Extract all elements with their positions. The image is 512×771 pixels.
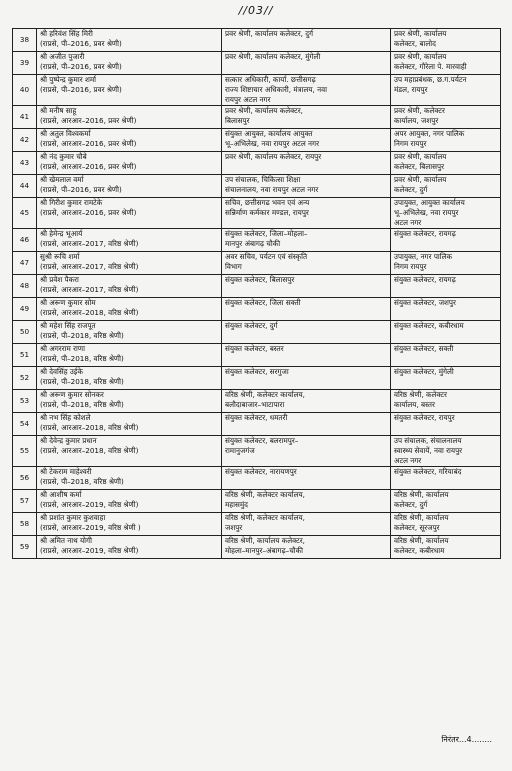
new-posting-cell <box>391 367 501 390</box>
current-posting-cell <box>222 344 391 367</box>
serial-number: 48 <box>13 275 37 298</box>
serial-number: 43 <box>13 152 37 175</box>
officer-name-line: श्री गिरीश कुमार रामटेके <box>40 198 103 207</box>
officer-name-cell <box>37 490 222 513</box>
new-posting-cell <box>391 321 501 344</box>
officer-name-line: श्री अरूण कुमार सोनकर <box>40 390 104 399</box>
officer-name-line: (राप्रसे, आरआर–2016, प्रवर श्रेणी) <box>40 162 137 171</box>
serial-number: 57 <box>13 490 37 513</box>
serial-number: 56 <box>13 467 37 490</box>
table-row <box>13 321 501 344</box>
table-row <box>13 106 501 129</box>
current-posting-line: संयुक्त आयुक्त, कार्यालय आयुक्त <box>225 129 313 138</box>
table-row <box>13 52 501 75</box>
new-posting-cell <box>391 298 501 321</box>
officer-name-cell <box>37 344 222 367</box>
current-posting-cell <box>222 321 391 344</box>
officer-name-cell <box>37 152 222 175</box>
new-posting-cell <box>391 229 501 252</box>
new-posting-cell <box>391 490 501 513</box>
current-posting-line: वरिष्ठ श्रेणी, कलेक्टर कार्यालय, <box>225 390 305 399</box>
new-posting-line: प्रवर श्रेणी, कार्यालय <box>394 152 447 161</box>
current-posting-line: संयुक्त कलेक्टर, सरगुजा <box>225 367 289 376</box>
officer-name-cell <box>37 298 222 321</box>
new-posting-line: स्वास्थ्य सेवायें, नवा रायपुर <box>394 446 463 455</box>
serial-number: 42 <box>13 129 37 152</box>
current-posting-line: सन्निर्माण कर्मकार मण्डल, रायपुर <box>225 208 309 217</box>
current-posting-line: प्रवर श्रेणी, कार्यालय कलेक्टर, <box>225 106 303 115</box>
new-posting-line: कार्यालय, बस्तर <box>394 400 435 409</box>
officer-name-cell <box>37 252 222 275</box>
officer-name-cell <box>37 75 222 106</box>
officer-name-line: (राप्रसे, पी–2018, वरिष्ठ श्रेणी) <box>40 477 124 486</box>
new-posting-cell <box>391 344 501 367</box>
officer-name-line: श्री टेकराम माहेश्वरी <box>40 467 92 476</box>
new-posting-cell <box>391 129 501 152</box>
new-posting-line: उपायुक्त, नगर पालिक <box>394 252 453 261</box>
officer-name-cell <box>37 175 222 198</box>
new-posting-cell <box>391 75 501 106</box>
current-posting-line: प्रवर श्रेणी, कार्यालय कलेक्टर, दुर्ग <box>225 29 314 38</box>
new-posting-line: अपर आयुक्त, नगर पालिक <box>394 129 465 138</box>
new-posting-line: कलेक्टर, बालोद <box>394 39 436 48</box>
officer-name-line: श्री अजीत पुजारी <box>40 52 85 61</box>
new-posting-cell <box>391 275 501 298</box>
table-row <box>13 229 501 252</box>
officer-name-cell <box>37 367 222 390</box>
table-row <box>13 390 501 413</box>
new-posting-line: कलेक्टर, कबीरधाम <box>394 546 445 555</box>
current-posting-line: प्रवर श्रेणी, कार्यालय कलेक्टर, रायपुर <box>225 152 322 161</box>
current-posting-line: संयुक्त कलेक्टर, जिला–मोहला– <box>225 229 308 238</box>
new-posting-cell <box>391 152 501 175</box>
new-posting-line: मंडल, रायपुर <box>394 85 428 94</box>
new-posting-line: अटल नगर <box>394 456 422 465</box>
new-posting-cell <box>391 106 501 129</box>
officer-name-line: (राप्रसे, पी–2018, वरिष्ठ श्रेणी) <box>40 377 124 386</box>
new-posting-cell <box>391 252 501 275</box>
serial-number: 47 <box>13 252 37 275</box>
current-posting-line: बलौदाबाजार–भाटापारा <box>225 400 285 409</box>
new-posting-line: कलेक्टर, बिलासपुर <box>394 162 445 171</box>
serial-number: 44 <box>13 175 37 198</box>
serial-number: 52 <box>13 367 37 390</box>
officer-name-line: (राप्रसे, आरआर–2017, वरिष्ठ श्रेणी) <box>40 285 139 294</box>
new-posting-line: कलेक्टर, सूरजपुर <box>394 523 440 532</box>
current-posting-cell <box>222 106 391 129</box>
new-posting-line: भू–अभिलेख, नवा रायपुर <box>394 208 459 217</box>
officer-name-line: (राप्रसे, आरआर–2018, वरिष्ठ श्रेणी) <box>40 308 139 317</box>
table-row <box>13 298 501 321</box>
officer-name-cell <box>37 229 222 252</box>
officer-name-cell <box>37 198 222 229</box>
current-posting-cell <box>222 75 391 106</box>
officer-name-line: (राप्रसे, आरआर–2019, वरिष्ठ श्रेणी) <box>40 546 139 555</box>
new-posting-line: वरिष्ठ श्रेणी, कार्यालय <box>394 513 449 522</box>
officer-name-cell <box>37 29 222 52</box>
new-posting-line: कार्यालय, जशपुर <box>394 116 439 125</box>
officer-name-line: (राप्रसे, आरआर–2017, वरिष्ठ श्रेणी) <box>40 239 139 248</box>
current-posting-line: राज्य शिष्टाचार अधिकारी, मंत्रालय, नवा <box>225 85 327 94</box>
new-posting-line: वरिष्ठ श्रेणी, कार्यालय <box>394 536 449 545</box>
officer-name-cell <box>37 52 222 75</box>
serial-number: 45 <box>13 198 37 229</box>
officer-name-line: श्री अरूण कुमार सोम <box>40 298 96 307</box>
current-posting-line: विभाग <box>225 262 242 271</box>
officer-name-line: (राप्रसे, पी–2016, प्रवर श्रेणी) <box>40 85 122 94</box>
new-posting-cell <box>391 175 501 198</box>
officer-name-cell <box>37 513 222 536</box>
new-posting-cell <box>391 29 501 52</box>
current-posting-line: मोहला–मानपुर–अंबागढ़–चौकी <box>225 546 304 555</box>
serial-number: 41 <box>13 106 37 129</box>
new-posting-cell <box>391 436 501 467</box>
serial-number: 49 <box>13 298 37 321</box>
table-row <box>13 198 501 229</box>
officer-name-cell <box>37 536 222 559</box>
officer-name-line: (राप्रसे, पी–2018, वरिष्ठ श्रेणी) <box>40 331 124 340</box>
current-posting-cell <box>222 390 391 413</box>
officer-name-line: श्री मनीष साहू <box>40 106 77 115</box>
table-row <box>13 413 501 436</box>
new-posting-cell <box>391 513 501 536</box>
officer-name-line: श्री महेश सिंह राजपूत <box>40 321 96 330</box>
table-row <box>13 175 501 198</box>
current-posting-line: संयुक्त कलेक्टर, जिला सक्ती <box>225 298 301 307</box>
serial-number: 46 <box>13 229 37 252</box>
table-row <box>13 129 501 152</box>
new-posting-line: प्रवर श्रेणी, कलेक्टर <box>394 106 445 115</box>
officer-name-line: सुश्री रूचि शर्मा <box>40 252 80 261</box>
current-posting-line: अवर सचिव, पर्यटन एवं संस्कृति <box>225 252 308 261</box>
new-posting-line: संयुक्त कलेक्टर, रायपुर <box>394 413 455 422</box>
new-posting-line: उपायुक्त, आयुक्त कार्यालय <box>394 198 465 207</box>
serial-number: 54 <box>13 413 37 436</box>
current-posting-line: संयुक्त कलेक्टर, नारायणपुर <box>225 467 297 476</box>
officer-name-line: श्री नभ सिंह कोशले <box>40 413 91 422</box>
current-posting-line: सचिव, छत्तीसगढ भवन एवं अन्य <box>225 198 310 207</box>
new-posting-cell <box>391 198 501 229</box>
officer-name-line: श्री हरिवंश सिंह मिरी <box>40 29 93 38</box>
current-posting-line: बिलासपुर <box>225 116 250 125</box>
serial-number: 39 <box>13 52 37 75</box>
new-posting-cell <box>391 390 501 413</box>
officer-name-line: श्री देवसिंह उईके <box>40 367 83 376</box>
current-posting-cell <box>222 252 391 275</box>
current-posting-line: रामानुजगंज <box>225 446 255 455</box>
current-posting-cell <box>222 490 391 513</box>
continued-note: निरंतर...4........ <box>441 735 492 744</box>
new-posting-line: प्रवर श्रेणी, कार्यालय <box>394 52 447 61</box>
current-posting-cell <box>222 413 391 436</box>
current-posting-cell <box>222 536 391 559</box>
new-posting-line: वरिष्ठ श्रेणी, कलेक्टर <box>394 390 447 399</box>
officer-name-line: (राप्रसे, पी–2018, वरिष्ठ श्रेणी) <box>40 354 124 363</box>
current-posting-line: संयुक्त कलेक्टर, बलरामपुर– <box>225 436 299 445</box>
current-posting-line: भू–अभिलेख, नवा रायपुर अटल नगर <box>225 139 320 148</box>
officer-name-line: (राप्रसे, आरआर–2016, प्रवर श्रेणी) <box>40 139 137 148</box>
new-posting-line: प्रवर श्रेणी, कार्यालय <box>394 29 447 38</box>
transfer-table-body <box>13 29 501 559</box>
current-posting-cell <box>222 367 391 390</box>
current-posting-cell <box>222 152 391 175</box>
current-posting-cell <box>222 436 391 467</box>
current-posting-line: वरिष्ठ श्रेणी, कार्यालय कलेक्टर, <box>225 536 305 545</box>
officer-name-line: (राप्रसे, आरआर–2016, प्रवर श्रेणी) <box>40 208 137 217</box>
officer-name-line: श्री अमित नाथ योगी <box>40 536 92 545</box>
new-posting-line: संयुक्त कलेक्टर, कबीरधाम <box>394 321 464 330</box>
new-posting-line: संयुक्त कलेक्टर, सक्ती <box>394 344 454 353</box>
current-posting-cell <box>222 275 391 298</box>
officer-name-line: श्री आशीष कर्मा <box>40 490 82 499</box>
current-posting-cell <box>222 229 391 252</box>
officer-name-line: श्री अतुल विश्वकर्मा <box>40 129 91 138</box>
new-posting-line: संयुक्त कलेक्टर, गरियाबंद <box>394 467 462 476</box>
new-posting-line: कलेक्टर, दुर्ग <box>394 185 428 194</box>
current-posting-line: संयुक्त कलेक्टर, धमतरी <box>225 413 288 422</box>
current-posting-line: वरिष्ठ श्रेणी, कलेक्टर कार्यालय, <box>225 490 305 499</box>
page-number: //03// <box>238 4 274 17</box>
new-posting-cell <box>391 467 501 490</box>
table-row <box>13 367 501 390</box>
officer-name-line: श्री पुष्पेन्द्र कुमार शर्मा <box>40 75 96 84</box>
officer-name-cell <box>37 321 222 344</box>
table-row <box>13 252 501 275</box>
new-posting-line: कलेक्टर, दुर्ग <box>394 500 428 509</box>
serial-number: 40 <box>13 75 37 106</box>
table-row <box>13 536 501 559</box>
table-row <box>13 344 501 367</box>
new-posting-cell <box>391 413 501 436</box>
officer-name-line: श्री अगरराम राणा <box>40 344 85 353</box>
officer-name-cell <box>37 436 222 467</box>
transfer-table <box>12 28 501 559</box>
table-row <box>13 152 501 175</box>
current-posting-line: जशपुर <box>225 523 243 532</box>
current-posting-line: संयुक्त कलेक्टर, दुर्ग <box>225 321 278 330</box>
new-posting-line: निगम रायपुर <box>394 139 427 148</box>
current-posting-line: संयुक्त कलेक्टर, बिलासपुर <box>225 275 295 284</box>
officer-name-line: (राप्रसे, आरआर–2017, वरिष्ठ श्रेणी) <box>40 262 139 271</box>
current-posting-line: मानपुर अंबागढ़ चौकी <box>225 239 281 248</box>
officer-name-line: (राप्रसे, पी–2016, प्रवर श्रेणी) <box>40 39 122 48</box>
officer-name-line: (राप्रसे, आरआर–2018, वरिष्ठ श्रेणी) <box>40 446 139 455</box>
officer-name-line: (राप्रसे, आरआर–2019, वरिष्ठ श्रेणी ) <box>40 523 141 532</box>
table-row <box>13 75 501 106</box>
officer-name-line: श्री प्रशांत कुमार कुशवाहा <box>40 513 106 522</box>
current-posting-cell <box>222 175 391 198</box>
new-posting-line: संयुक्त कलेक्टर, रायगढ़ <box>394 275 456 284</box>
current-posting-cell <box>222 198 391 229</box>
officer-name-line: (राप्रसे, पी–2016, प्रवर श्रेणी) <box>40 185 122 194</box>
officer-name-line: श्री हेमेन्द्र भूआर्य <box>40 229 83 238</box>
current-posting-cell <box>222 52 391 75</box>
new-posting-line: संयुक्त कलेक्टर, रायगढ़ <box>394 229 456 238</box>
current-posting-line: उप संचालक, चिकित्सा शिक्षा <box>225 175 301 184</box>
table-row <box>13 275 501 298</box>
current-posting-line: संयुक्त कलेक्टर, बस्तर <box>225 344 284 353</box>
serial-number: 51 <box>13 344 37 367</box>
current-posting-line: रायपुर अटल नगर <box>225 95 271 104</box>
current-posting-line: प्रवर श्रेणी, कार्यालय कलेक्टर, मुंगेली <box>225 52 321 61</box>
table-row <box>13 513 501 536</box>
current-posting-cell <box>222 29 391 52</box>
new-posting-cell <box>391 536 501 559</box>
table-row <box>13 436 501 467</box>
current-posting-line: वरिष्ठ श्रेणी, कलेक्टर कार्यालय, <box>225 513 305 522</box>
officer-name-cell <box>37 129 222 152</box>
new-posting-line: अटल नगर <box>394 218 422 227</box>
new-posting-line: संयुक्त कलेक्टर, मुंगेली <box>394 367 454 376</box>
current-posting-line: सत्कार अधिकारी, कार्या. छत्तीसगढ़ <box>225 75 316 84</box>
table-row <box>13 467 501 490</box>
current-posting-cell <box>222 129 391 152</box>
table-row <box>13 490 501 513</box>
current-posting-line: संचालनालय, नवा रायपुर अटल नगर <box>225 185 319 194</box>
new-posting-line: उप महाप्रबंधक, छ.ग.पर्यटन <box>394 75 467 84</box>
current-posting-line: महासमुंद <box>225 500 248 509</box>
officer-name-cell <box>37 467 222 490</box>
officer-name-line: (राप्रसे, आरआर–2016, प्रवर श्रेणी) <box>40 116 137 125</box>
serial-number: 58 <box>13 513 37 536</box>
officer-name-line: (राप्रसे, आरआर–2018, वरिष्ठ श्रेणी) <box>40 423 139 432</box>
serial-number: 55 <box>13 436 37 467</box>
officer-name-cell <box>37 390 222 413</box>
serial-number: 38 <box>13 29 37 52</box>
officer-name-line: श्री नंद कुमार चौबे <box>40 152 87 161</box>
serial-number: 59 <box>13 536 37 559</box>
officer-name-line: श्री देवेन्द्र कुमार प्रधान <box>40 436 97 445</box>
current-posting-cell <box>222 513 391 536</box>
new-posting-cell <box>391 52 501 75</box>
new-posting-line: वरिष्ठ श्रेणी, कार्यालय <box>394 490 449 499</box>
current-posting-cell <box>222 467 391 490</box>
officer-name-cell <box>37 106 222 129</box>
table-row <box>13 29 501 52</box>
officer-name-line: (राप्रसे, पी–2016, प्रवर श्रेणी) <box>40 62 122 71</box>
new-posting-line: प्रवर श्रेणी, कार्यालय <box>394 175 447 184</box>
officer-name-cell <box>37 413 222 436</box>
officer-name-line: (राप्रसे, पी–2018, वरिष्ठ श्रेणी) <box>40 400 124 409</box>
officer-name-cell <box>37 275 222 298</box>
officer-name-line: श्री खेमलाल वर्मा <box>40 175 84 184</box>
new-posting-line: कलेक्टर, गौरेला पे. मारवाही <box>394 62 467 71</box>
new-posting-line: संयुक्त कलेक्टर, जशपुर <box>394 298 456 307</box>
serial-number: 53 <box>13 390 37 413</box>
officer-name-line: श्री प्रवेश पैकरा <box>40 275 79 284</box>
officer-name-line: (राप्रसे, आरआर–2019, वरिष्ठ श्रेणी) <box>40 500 139 509</box>
current-posting-cell <box>222 298 391 321</box>
new-posting-line: उप संचालक, संचालनालय <box>394 436 462 445</box>
new-posting-line: निगम रायपुर <box>394 262 427 271</box>
serial-number: 50 <box>13 321 37 344</box>
